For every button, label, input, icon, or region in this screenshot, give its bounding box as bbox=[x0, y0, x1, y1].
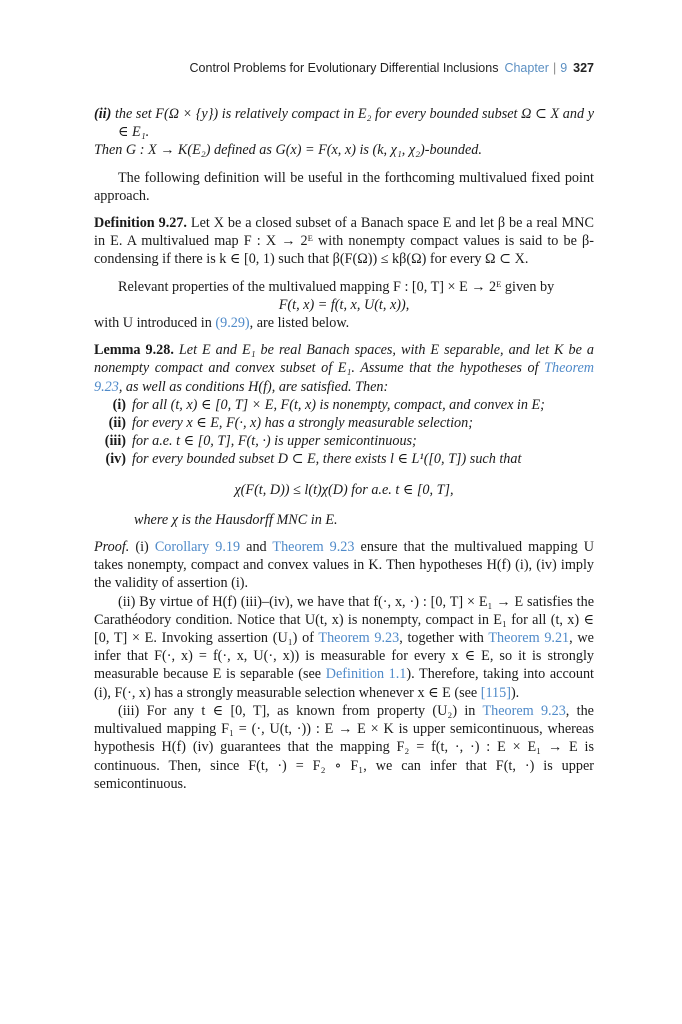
then-line: Then G : X → K(E₂) defined as G(x) = F(x, x) is (k, χ₁, χ₂)-bounded. bbox=[94, 142, 482, 159]
ref-citation-115[interactable]: [115] bbox=[480, 684, 511, 701]
lemma-item-i: (i) for all (t, x) ∈ [0, T] × E, F(t, x) is nonempty, compact, and convex in E; bbox=[112, 396, 545, 413]
definition-text: Let X be a closed subset of a Banach space E and let β be a real MNC in E. A multivalued map F : X → 2ᴱ with nonempty compact values is said to be β-condensing if there is k ∈ [0, 1) such that β(F(Ω)) ≤ kβ(Ω) for every Ω ⊂ X. bbox=[94, 215, 594, 268]
lemma-9-28: Lemma 9.28. Let E and E₁ be real Banach spaces, with E separable, and let K be a nonempty compact and convex subset of E₁. Assume that the hypotheses of Theorem 9.23, as well as conditions H(f), are satisfied. Then: bbox=[94, 342, 595, 395]
ref-theorem-9-23[interactable]: Theorem 9.23 bbox=[94, 360, 595, 395]
item-ii-top: (ii) the set F(Ω × {y}) is relatively compact in E₂ for every bounded subset Ω ⊂ X and y ∈ E₁. bbox=[94, 106, 594, 141]
with-line: with U introduced in (9.29), are listed below. bbox=[94, 315, 350, 332]
page-number: 327 bbox=[573, 61, 594, 75]
running-title: Control Problems for Evolutionary Differential Inclusions bbox=[189, 61, 499, 75]
equation-1: F(t, x) = f(t, x, U(t, x)), bbox=[278, 296, 410, 313]
header-separator: | bbox=[552, 61, 557, 75]
book-page bbox=[94, 58, 594, 793]
ref-theorem-9-23[interactable]: Theorem 9.23 bbox=[318, 630, 400, 647]
proof-label: Proof. bbox=[94, 539, 130, 556]
relevant-properties: Relevant properties of the multivalued mapping F : [0, T] × E → 2ᴱ given by bbox=[118, 278, 555, 295]
ref-definition-1-1[interactable]: Definition 1.1 bbox=[325, 666, 407, 683]
intro-definition: The following definition will be useful in the forthcoming multivalued fixed point approach. bbox=[94, 169, 594, 204]
lemma-item-iv: (iv) for every bounded subset D ⊂ E, there exists l ∈ L¹([0, T]) such that bbox=[105, 451, 522, 468]
ref-theorem-9-23[interactable]: Theorem 9.23 bbox=[272, 539, 355, 556]
lemma-equation: χ(F(t, D)) ≤ l(t)χ(D) for a.e. t ∈ [0, T], bbox=[234, 481, 454, 498]
ref-theorem-9-23[interactable]: Theorem 9.23 bbox=[482, 702, 566, 719]
proof-paragraph-1: Proof. (i) Corollary 9.19 and Theorem 9.23 ensure that the multivalued mapping U takes nonempty, compact and convex values in K. Then hypotheses H(f) (i), (iv) imply the validity of assertion (i). bbox=[94, 539, 595, 592]
definition-9-27 bbox=[94, 214, 594, 269]
lemma-item-iii: (iii) for a.e. t ∈ [0, T], F(t, ·) is upper semicontinuous; bbox=[104, 433, 417, 450]
ref-corollary-9-19[interactable]: Corollary 9.19 bbox=[154, 539, 241, 556]
lemma-label: Lemma 9.28. bbox=[94, 342, 174, 359]
definition-label: Definition 9.27. bbox=[94, 215, 187, 232]
proof-paragraph-3: (iii) For any t ∈ [0, T], as known from property (U₂) in Theorem 9.23, the multivalued mapping F₁ = (·, U(t, ·)) : E → E × K is upper semicontinuous, whereas hypothesis H(f) (iv) guarantees that the mapping F₂ = f(t, ·, ·) : E × E₁ → E is continuous. Then, since F(t, ·) = F₂ ∘ F₁, we can infer that F(t, ·) is upper semicontinuous. bbox=[94, 702, 594, 792]
proof-paragraph-2: (ii) By virtue of H(f) (iii)–(iv), we have that f(·, x, ·) : [0, T] × E₁ → E satisfies the Carathéodory condition. Notice that U(t, x) is nonempty, compact in E₁ for all (t, x) ∈ [0, T] × E. Invoking assertion (U₁) of Theorem 9.23, together with Theorem 9.21, we infer that F(·, x) = f(·, x, U(·, x)) is measurable for every x ∈ E, so it is strongly measurable because E is separable (see Definition 1.1). Therefore, taking into account (i), F(·, x) has a strongly measurable selection whenever x ∈ E (see [115]). bbox=[94, 593, 594, 701]
chapter-number: 9 bbox=[560, 61, 568, 75]
eq-ref-9-29[interactable]: (9.29) bbox=[215, 315, 250, 332]
ref-theorem-9-21[interactable]: Theorem 9.21 bbox=[488, 630, 570, 647]
chapter-label: Chapter bbox=[504, 61, 549, 75]
running-head bbox=[94, 58, 594, 78]
page-body bbox=[94, 105, 594, 793]
lemma-item-ii: (ii) for every x ∈ E, F(·, x) has a strongly measurable selection; bbox=[108, 415, 473, 432]
lemma-where: where χ is the Hausdorff MNC in E. bbox=[134, 511, 338, 528]
